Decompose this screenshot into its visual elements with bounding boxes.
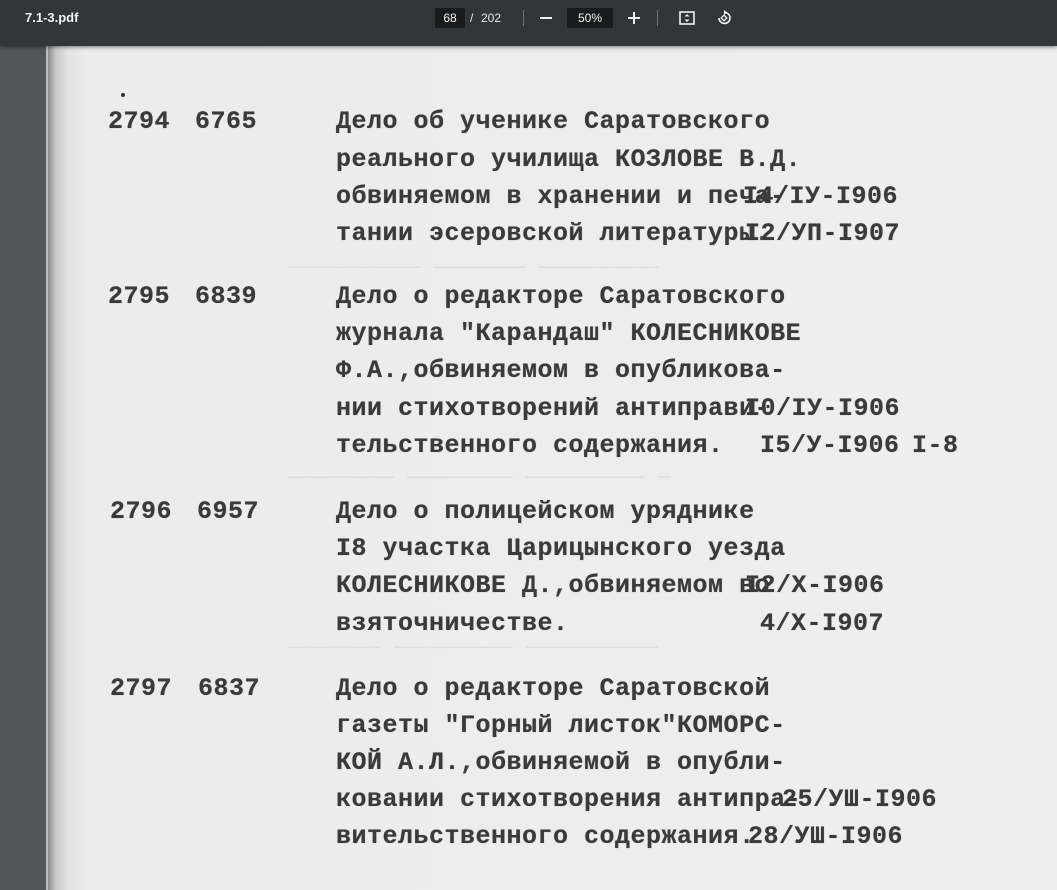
rotate-icon [715, 9, 733, 27]
start-date: I2/X-I906 [745, 571, 885, 600]
toolbar-divider [657, 10, 658, 26]
zoom-level-input[interactable]: 50% [567, 8, 613, 28]
toolbar-divider [523, 10, 524, 26]
entry-line: взяточничестве. [336, 609, 569, 638]
scan-speck [121, 93, 125, 97]
entry-line: Дело об ученике Саратовского [336, 107, 771, 136]
entry-line: реального училища КОЗЛОВЕ В.Д. [336, 145, 802, 174]
fit-to-page-button[interactable] [675, 6, 699, 30]
entry-number: 2795 [108, 282, 171, 311]
file-number: 6957 [197, 497, 260, 526]
file-number: 6765 [195, 107, 258, 136]
pdf-toolbar [0, 0, 1057, 46]
start-date: 25/УШ-I906 [782, 785, 938, 814]
file-number: 6839 [195, 282, 258, 311]
start-date: I4/IУ-I906 [743, 182, 899, 211]
entry-line: нии стихотворений антиправи- [336, 394, 771, 423]
entry-line: вительственного содержания. [336, 822, 755, 851]
entry-number: 2794 [108, 107, 171, 136]
minus-icon [539, 11, 553, 25]
sheet-range: I-8 [912, 431, 959, 460]
end-date: 4/X-I907 [760, 609, 885, 638]
document-title: 7.1-3.pdf [25, 10, 79, 25]
file-number: 6837 [198, 674, 261, 703]
entry-line: КОЛЕСНИКОВЕ Д.,обвиняемом во [336, 571, 771, 600]
entry-line: Дело о полицейском уряднике [336, 497, 755, 526]
entry-line: Ф.А.,обвиняемом в опубликова- [336, 356, 786, 385]
end-date: I2/УП-I907 [745, 219, 901, 248]
entry-line: Дело о редакторе Саратовской [336, 674, 771, 703]
rotate-button[interactable] [712, 6, 736, 30]
end-date: I5/У-I906 [760, 431, 900, 460]
entry-line: тании эсеровской литературы. [336, 219, 771, 248]
pdf-page [48, 46, 1057, 890]
entry-line: ковании стихотворения антипра- [336, 785, 802, 814]
entry-line: газеты "Горный листок"КОМОРС- [336, 711, 786, 740]
bleed-through-text: ────────── ─────── ───────── [288, 256, 658, 281]
pdf-viewer[interactable] [0, 46, 1057, 890]
fit-page-icon [678, 9, 696, 27]
bleed-through-text: ──────── ──────── ───────── ─ [288, 466, 671, 491]
page-number-input[interactable]: 68 [435, 8, 465, 28]
start-date: I0/IУ-I906 [745, 394, 901, 423]
entry-line: тельственного содержания. [336, 431, 724, 460]
entry-line: обвиняемом в хранении и печа- [336, 182, 786, 211]
entry-line: I8 участка Царицынского уезда [336, 534, 786, 563]
entry-line: Дело о редакторе Саратовского [336, 282, 786, 311]
end-date: 28/УШ-I906 [748, 822, 904, 851]
entry-number: 2796 [110, 497, 173, 526]
zoom-out-button[interactable] [534, 6, 558, 30]
zoom-in-button[interactable] [622, 6, 646, 30]
plus-icon [627, 11, 641, 25]
entry-number: 2797 [110, 674, 173, 703]
bleed-through-text: ─────── ───────── ────────── [288, 636, 658, 661]
entry-line: журнала "Карандаш" КОЛЕСНИКОВЕ [336, 319, 802, 348]
page-separator: / [470, 11, 474, 25]
page-total: 202 [481, 11, 502, 25]
entry-line: КОЙ А.Л.,обвиняемой в опубли- [336, 748, 786, 777]
